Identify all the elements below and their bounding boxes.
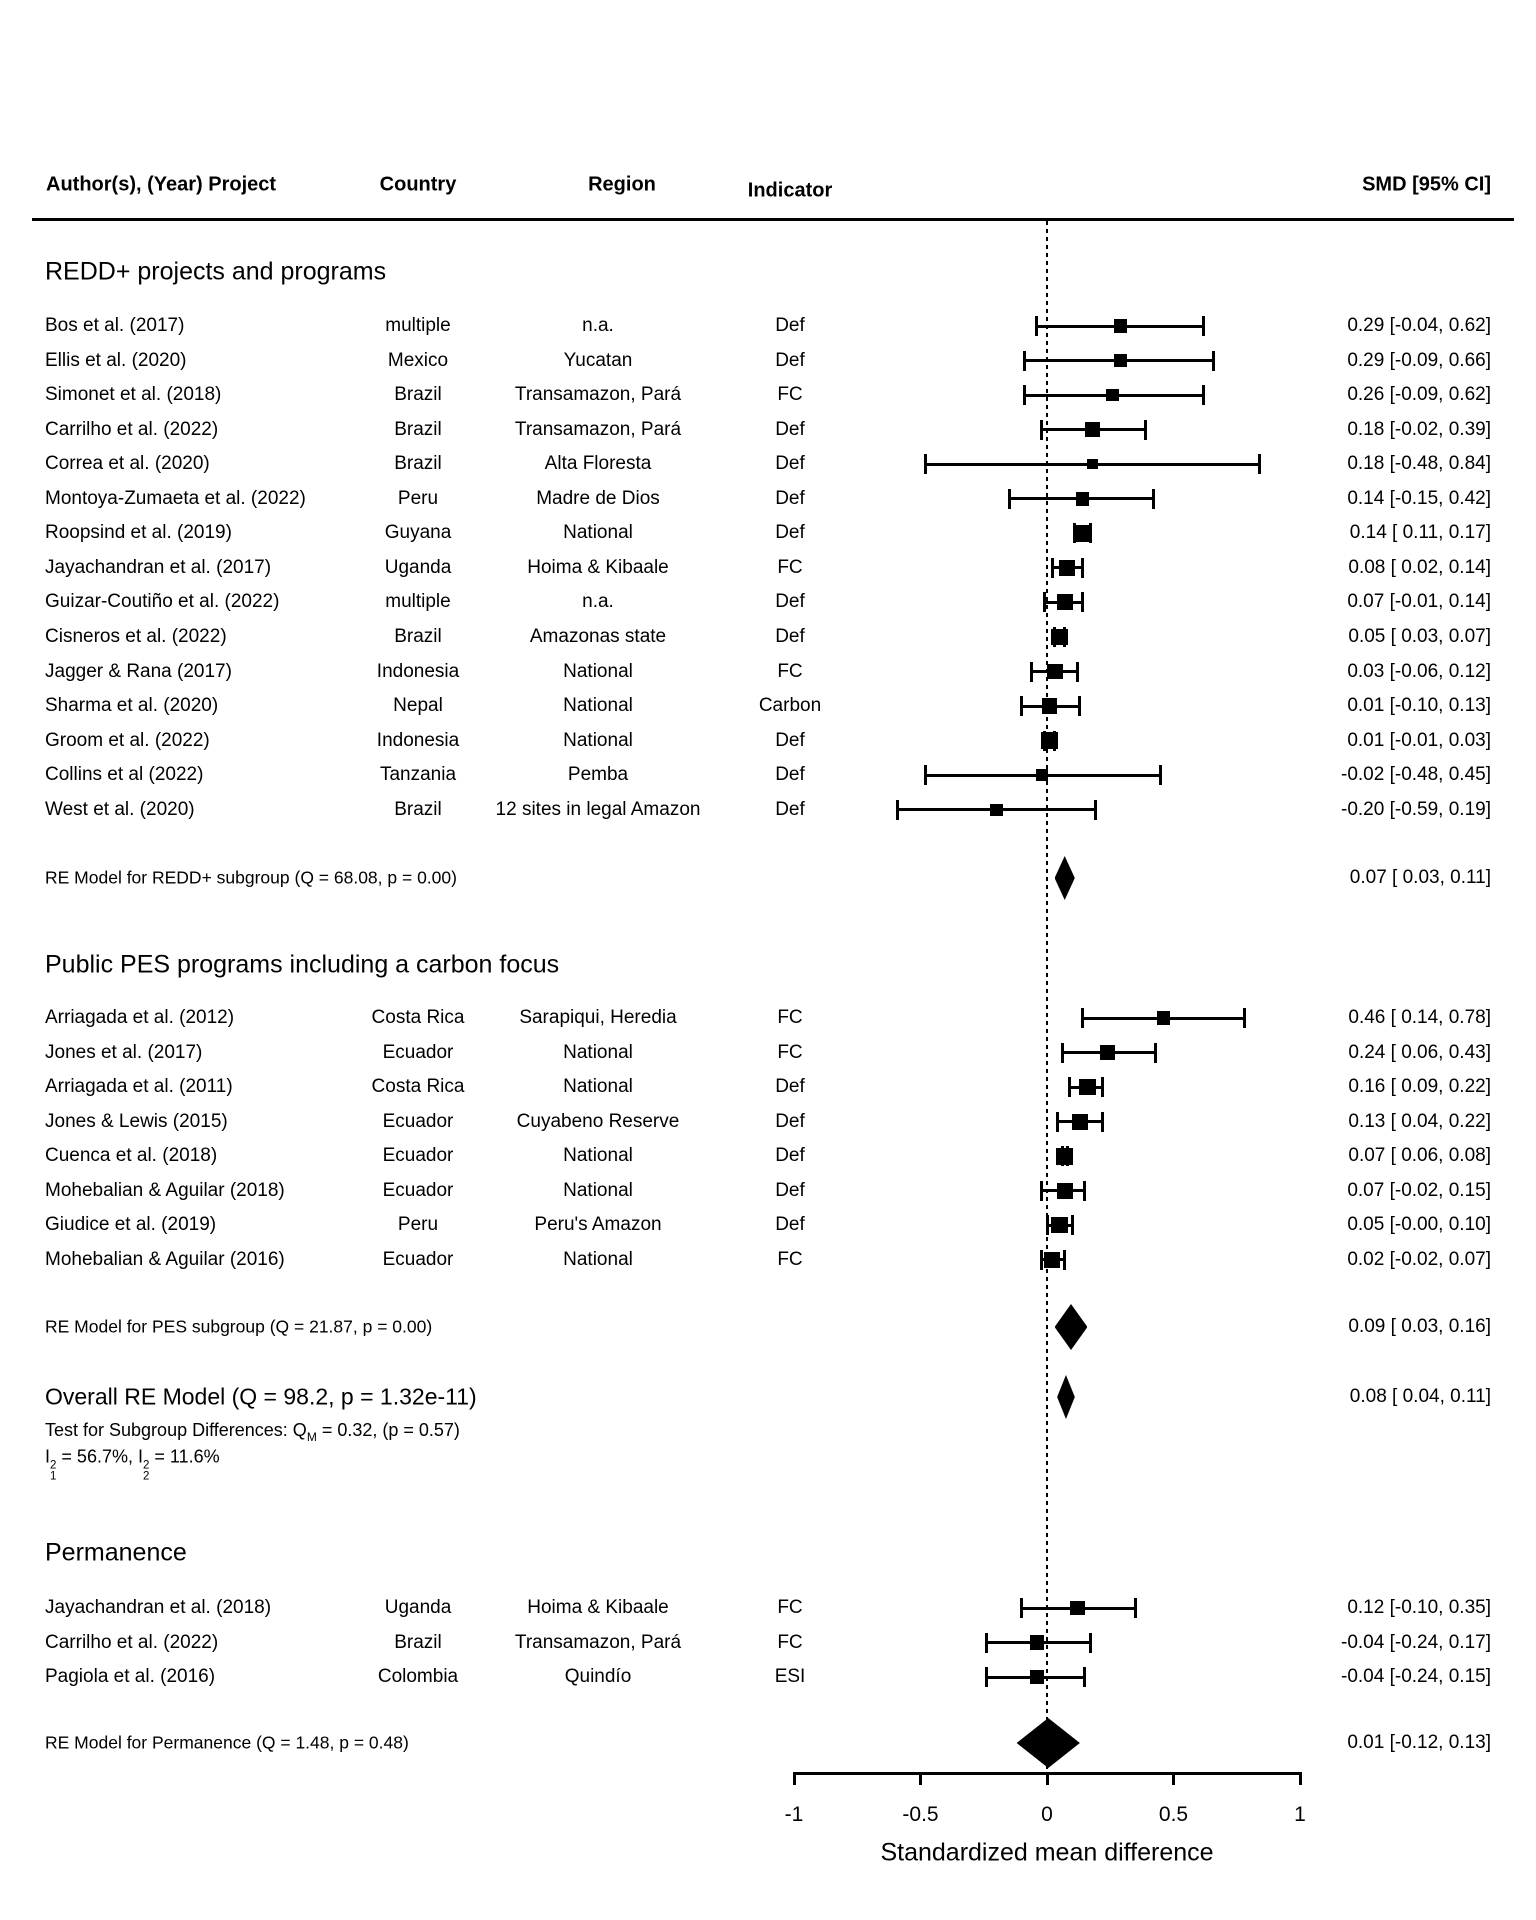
indicator-label: FC (777, 1248, 803, 1270)
ci-whisker-cap-left (1051, 558, 1054, 578)
region-label: Hoima & Kibaale (527, 556, 669, 578)
point-estimate-square (1114, 354, 1127, 367)
country-label: Brazil (394, 384, 442, 406)
region-label: Transamazon, Pará (514, 384, 682, 406)
point-estimate-square (1044, 1252, 1060, 1268)
point-estimate-square (1076, 492, 1090, 506)
region-label: Cuyabeno Reserve (516, 1110, 680, 1132)
smd-ci-label: 0.18 [-0.02, 0.39] (1347, 418, 1491, 440)
ci-whisker-cap-right (1212, 351, 1215, 371)
point-estimate-square (1087, 459, 1098, 470)
column-header-smd-ci: SMD [95% CI] (1362, 173, 1491, 196)
author-label: Montoya-Zumaeta et al. (2022) (45, 487, 306, 509)
author-label: Carrilho et al. (2022) (45, 418, 219, 440)
indicator-label: Def (775, 1179, 805, 1201)
point-estimate-square (1030, 1635, 1045, 1650)
ci-whisker-cap-right (1243, 1008, 1246, 1028)
ci-whisker-cap-left (985, 1633, 988, 1653)
indicator-label: Def (775, 798, 805, 820)
smd-ci-label: 0.01 [-0.10, 0.13] (1347, 695, 1491, 717)
region-label: n.a. (582, 315, 614, 336)
point-estimate-square (1072, 1114, 1088, 1130)
ci-whisker-cap-left (1020, 696, 1023, 716)
smd-ci-label: 0.18 [-0.48, 0.84] (1347, 453, 1491, 475)
x-axis-tick (793, 1772, 796, 1785)
region-label: National (563, 1076, 633, 1098)
point-estimate-square (990, 804, 1002, 816)
zero-reference-line (1046, 221, 1048, 1772)
author-label: Cisneros et al. (2022) (45, 625, 227, 647)
ci-whisker-cap-left (924, 454, 927, 474)
smd-ci-label: 0.26 [-0.09, 0.62] (1347, 384, 1491, 406)
section-title: REDD+ projects and programs (45, 257, 387, 286)
country-label: Ecuador (382, 1248, 454, 1270)
author-label: Pagiola et al. (2016) (45, 1666, 216, 1688)
author-label: Correa et al. (2020) (45, 453, 210, 475)
region-label: Sarapiqui, Heredia (519, 1007, 677, 1028)
point-estimate-square (1057, 594, 1073, 610)
ci-whisker-cap-left (896, 800, 899, 820)
region-label: National (563, 1179, 633, 1201)
ci-whisker-cap-right (1078, 696, 1081, 716)
point-estimate-square (1057, 1183, 1073, 1199)
ci-whisker-cap-right (1094, 800, 1097, 820)
author-label: Guizar-Coutiño et al. (2022) (45, 591, 280, 613)
point-estimate-square (1047, 664, 1063, 680)
author-label: Groom et al. (2022) (45, 729, 210, 751)
ci-whisker-cap-left (1023, 351, 1026, 371)
ci-whisker-cap-right (1144, 420, 1147, 440)
smd-ci-label: 0.07 [ 0.06, 0.08] (1348, 1145, 1491, 1167)
ci-whisker-cap-right (1081, 592, 1084, 612)
smd-ci-label: 0.14 [-0.15, 0.42] (1347, 487, 1491, 509)
ci-whisker-cap-right (1081, 558, 1084, 578)
smd-ci-label: 0.46 [ 0.14, 0.78] (1348, 1007, 1491, 1028)
author-label: Collins et al (2022) (45, 764, 204, 786)
x-axis-tick-label: 1 (1294, 1803, 1306, 1826)
indicator-label: Def (775, 418, 805, 440)
region-label: Peru's Amazon (534, 1214, 662, 1236)
ci-whisker-cap-right (1083, 1667, 1086, 1687)
indicator-label: Def (775, 764, 805, 786)
indicator-label: Def (775, 1076, 805, 1098)
subgroup-model-label: RE Model for REDD+ subgroup (Q = 68.08, p = 0.00) (45, 867, 457, 888)
author-label: Bos et al. (2017) (45, 315, 185, 336)
region-label: Amazonas state (529, 625, 667, 647)
region-label: Alta Floresta (544, 453, 652, 475)
x-axis-tick-label: -0.5 (902, 1803, 939, 1826)
indicator-label: Def (775, 625, 805, 647)
smd-ci-label: 0.02 [-0.02, 0.07] (1347, 1248, 1491, 1270)
country-label: Nepal (393, 695, 443, 717)
smd-ci-label: 0.12 [-0.10, 0.35] (1347, 1597, 1491, 1618)
country-label: Uganda (384, 1597, 452, 1618)
subgroup-model-label: RE Model for PES subgroup (Q = 21.87, p = 0.00) (45, 1316, 433, 1337)
smd-ci-label: 0.03 [-0.06, 0.12] (1347, 660, 1491, 682)
smd-ci-label: -0.02 [-0.48, 0.45] (1341, 764, 1491, 786)
subgroup-summary-diamond (1055, 856, 1075, 900)
point-estimate-square (1041, 732, 1058, 749)
region-label: National (563, 1248, 633, 1270)
point-estimate-square (1106, 389, 1119, 402)
smd-ci-label: 0.05 [-0.00, 0.10] (1347, 1214, 1491, 1236)
smd-ci-label: 0.13 [ 0.04, 0.22] (1348, 1110, 1491, 1132)
ci-whisker-cap-right (1089, 1633, 1092, 1653)
ci-whisker-cap-right (1152, 489, 1155, 509)
region-label: National (563, 695, 633, 717)
section-title: Public PES programs including a carbon focus (45, 950, 560, 979)
ci-whisker-cap-left (1068, 1077, 1071, 1097)
ci-whisker-cap-left (1046, 1215, 1049, 1235)
region-label: National (563, 522, 633, 544)
indicator-label: Carbon (758, 695, 822, 717)
country-label: Colombia (377, 1666, 459, 1688)
region-label: 12 sites in legal Amazon (495, 798, 701, 820)
author-label: Jayachandran et al. (2018) (45, 1597, 272, 1618)
smd-ci-label: -0.04 [-0.24, 0.15] (1341, 1666, 1491, 1688)
overall-summary-diamond (1057, 1375, 1075, 1419)
smd-ci-label: 0.29 [-0.04, 0.62] (1347, 315, 1491, 336)
point-estimate-square (1051, 629, 1068, 646)
smd-ci-label: 0.05 [ 0.03, 0.07] (1348, 625, 1491, 647)
point-estimate-square (1074, 525, 1091, 542)
region-label: Madre de Dios (536, 487, 660, 509)
indicator-label: FC (777, 1007, 803, 1028)
ci-whisker-cap-left (1040, 420, 1043, 440)
point-estimate-square (1056, 1148, 1073, 1165)
country-label: Ecuador (382, 1110, 454, 1132)
column-header-country: Country (379, 173, 457, 196)
indicator-label: ESI (774, 1666, 806, 1688)
region-label: National (563, 660, 633, 682)
country-label: Tanzania (379, 764, 457, 786)
country-label: Brazil (394, 1631, 442, 1653)
ci-whisker-cap-right (1076, 662, 1079, 682)
region-label: National (563, 1041, 633, 1063)
point-estimate-square (1070, 1601, 1084, 1615)
country-label: Indonesia (376, 729, 460, 751)
author-label: West et al. (2020) (45, 798, 195, 820)
i-squared-label: I 2 1 = 56.7%, I 2 2 = 11.6% (45, 1446, 220, 1482)
subgroup-summary-diamond (1017, 1718, 1080, 1768)
point-estimate-square (1157, 1011, 1170, 1024)
country-label: Ecuador (382, 1041, 454, 1063)
country-label: Peru (397, 487, 439, 509)
smd-ci-label: 0.08 [ 0.02, 0.14] (1348, 556, 1491, 578)
x-axis-tick (1172, 1772, 1175, 1785)
column-header-region: Region (588, 173, 656, 196)
ci-whisker-cap-right (1101, 1077, 1104, 1097)
point-estimate-square (1042, 698, 1058, 714)
x-axis-tick (1046, 1772, 1049, 1785)
country-label: Peru (397, 1214, 439, 1236)
country-label: Uganda (384, 556, 452, 578)
indicator-label: FC (777, 1597, 803, 1618)
ci-whisker-cap-left (1030, 662, 1033, 682)
author-label: Jagger & Rana (2017) (45, 660, 232, 682)
author-label: Cuenca et al. (2018) (45, 1145, 218, 1167)
indicator-label: FC (777, 1041, 803, 1063)
ci-whisker-cap-right (1071, 1215, 1074, 1235)
ci-whisker-cap-left (985, 1667, 988, 1687)
country-label: Mexico (387, 349, 449, 371)
ci-whisker-cap-left (1020, 1598, 1023, 1618)
region-label: Hoima & Kibaale (527, 1597, 669, 1618)
region-label: Pemba (567, 764, 629, 786)
author-label: Ellis et al. (2020) (45, 349, 187, 371)
region-label: Transamazon, Pará (514, 418, 682, 440)
author-label: Sharma et al. (2020) (45, 695, 219, 717)
point-estimate-square (1059, 560, 1075, 576)
smd-ci-label: 0.29 [-0.09, 0.66] (1347, 349, 1491, 371)
smd-ci-label: 0.16 [ 0.09, 0.22] (1348, 1076, 1491, 1098)
ci-whisker-cap-right (1159, 765, 1162, 785)
country-label: Ecuador (382, 1179, 454, 1201)
header-divider-line (32, 218, 1514, 221)
column-header-indicator: Indicator (747, 179, 833, 202)
author-label: Arriagada et al. (2012) (45, 1007, 235, 1028)
subgroup-summary-diamond (1055, 1304, 1088, 1350)
region-label: Yucatan (563, 349, 633, 371)
smd-ci-label: 0.07 [-0.02, 0.15] (1347, 1179, 1491, 1201)
indicator-label: FC (777, 1631, 803, 1653)
ci-whisker-cap-right (1202, 316, 1205, 336)
ci-whisker-cap-left (1040, 1181, 1043, 1201)
point-estimate-square (1114, 319, 1127, 332)
x-axis-tick-label: 0.5 (1158, 1803, 1189, 1826)
country-label: Costa Rica (371, 1007, 465, 1028)
ci-whisker-cap-right (1154, 1043, 1157, 1063)
section-title: Permanence (45, 1538, 187, 1567)
author-label: Mohebalian & Aguilar (2018) (45, 1179, 285, 1201)
point-estimate-square (1030, 1670, 1045, 1685)
author-label: Giudice et al. (2019) (45, 1214, 217, 1236)
indicator-label: Def (775, 315, 805, 336)
indicator-label: Def (775, 1145, 805, 1167)
ci-whisker-cap-left (924, 765, 927, 785)
ci-whisker-cap-right (1134, 1598, 1137, 1618)
smd-ci-label: 0.01 [-0.01, 0.03] (1347, 729, 1491, 751)
subgroup-test-label: Test for Subgroup Differences: $Q_M = 0.32$, (p = 0.57) (45, 1420, 460, 1444)
country-label: Costa Rica (371, 1076, 465, 1098)
region-label: Transamazon, Pará (514, 1631, 682, 1653)
indicator-label: Def (775, 1110, 805, 1132)
country-label: Brazil (394, 453, 442, 475)
subgroup-model-label: RE Model for Permanence (Q = 1.48, p = 0.48) (45, 1732, 409, 1753)
author-label: Simonet et al. (2018) (45, 384, 222, 406)
x-axis-tick-label: 0 (1041, 1803, 1053, 1826)
point-estimate-square (1051, 1217, 1067, 1233)
ci-whisker-cap-left (1056, 1112, 1059, 1132)
indicator-label: FC (777, 556, 803, 578)
region-label: National (563, 1145, 633, 1167)
country-label: multiple (385, 315, 451, 336)
region-label: Quindío (564, 1666, 632, 1688)
column-header-author: Author(s), (Year) Project (46, 173, 277, 196)
ci-whisker-cap-left (1061, 1043, 1064, 1063)
point-estimate-square (1085, 422, 1100, 437)
indicator-label: FC (777, 660, 803, 682)
author-label: Mohebalian & Aguilar (2016) (45, 1248, 285, 1270)
indicator-label: Def (775, 729, 805, 751)
indicator-label: Def (775, 487, 805, 509)
country-label: Indonesia (376, 660, 460, 682)
subgroup-smd-ci-label: 0.07 [ 0.03, 0.11] (1349, 867, 1491, 888)
author-label: Roopsind et al. (2019) (45, 522, 232, 544)
smd-ci-label: 0.07 [-0.01, 0.14] (1347, 591, 1491, 613)
subgroup-smd-ci-label: 0.09 [ 0.03, 0.16] (1348, 1316, 1491, 1337)
author-label: Jones et al. (2017) (45, 1041, 203, 1063)
author-label: Jones & Lewis (2015) (45, 1110, 228, 1132)
overall-model-label: Overall RE Model (Q = 98.2, p = 1.32e-11) (45, 1383, 477, 1410)
country-label: multiple (385, 591, 451, 613)
smd-ci-label: -0.20 [-0.59, 0.19] (1341, 798, 1491, 820)
ci-whisker-cap-right (1083, 1181, 1086, 1201)
ci-whisker-cap-left (1008, 489, 1011, 509)
country-label: Ecuador (382, 1145, 454, 1167)
x-axis-title: Standardized mean difference (880, 1838, 1214, 1867)
point-estimate-square (1079, 1079, 1095, 1095)
ci-whisker-cap-left (1043, 592, 1046, 612)
ci-whisker-cap-left (1081, 1008, 1084, 1028)
author-label: Carrilho et al. (2022) (45, 1631, 219, 1653)
x-axis-tick (1299, 1772, 1302, 1785)
country-label: Brazil (394, 418, 442, 440)
ci-whisker-cap-right (1202, 385, 1205, 405)
smd-ci-label: 0.24 [ 0.06, 0.43] (1348, 1041, 1491, 1063)
ci-whisker-cap-left (1035, 316, 1038, 336)
author-label: Arriagada et al. (2011) (45, 1076, 233, 1098)
country-label: Brazil (394, 798, 442, 820)
subgroup-smd-ci-label: 0.01 [-0.12, 0.13] (1347, 1732, 1491, 1753)
x-axis-tick-label: -1 (784, 1803, 804, 1826)
indicator-label: FC (777, 384, 803, 406)
region-label: n.a. (582, 591, 614, 613)
smd-ci-label: -0.04 [-0.24, 0.17] (1341, 1631, 1491, 1653)
indicator-label: Def (775, 453, 805, 475)
indicator-label: Def (775, 349, 805, 371)
ci-whisker-cap-right (1063, 1250, 1066, 1270)
x-axis-tick (919, 1772, 922, 1785)
country-label: Brazil (394, 625, 442, 647)
indicator-label: Def (775, 522, 805, 544)
author-label: Jayachandran et al. (2017) (45, 556, 272, 578)
ci-whisker-cap-left (1023, 385, 1026, 405)
indicator-label: Def (775, 1214, 805, 1236)
region-label: National (563, 729, 633, 751)
point-estimate-square (1100, 1045, 1115, 1060)
smd-ci-label: 0.14 [ 0.11, 0.17] (1349, 522, 1491, 544)
indicator-label: Def (775, 591, 805, 613)
ci-whisker-cap-right (1258, 454, 1261, 474)
overall-smd-ci-label: 0.08 [ 0.04, 0.11] (1349, 1386, 1491, 1407)
point-estimate-square (1036, 769, 1047, 780)
country-label: Guyana (384, 522, 452, 544)
ci-whisker-cap-right (1101, 1112, 1104, 1132)
